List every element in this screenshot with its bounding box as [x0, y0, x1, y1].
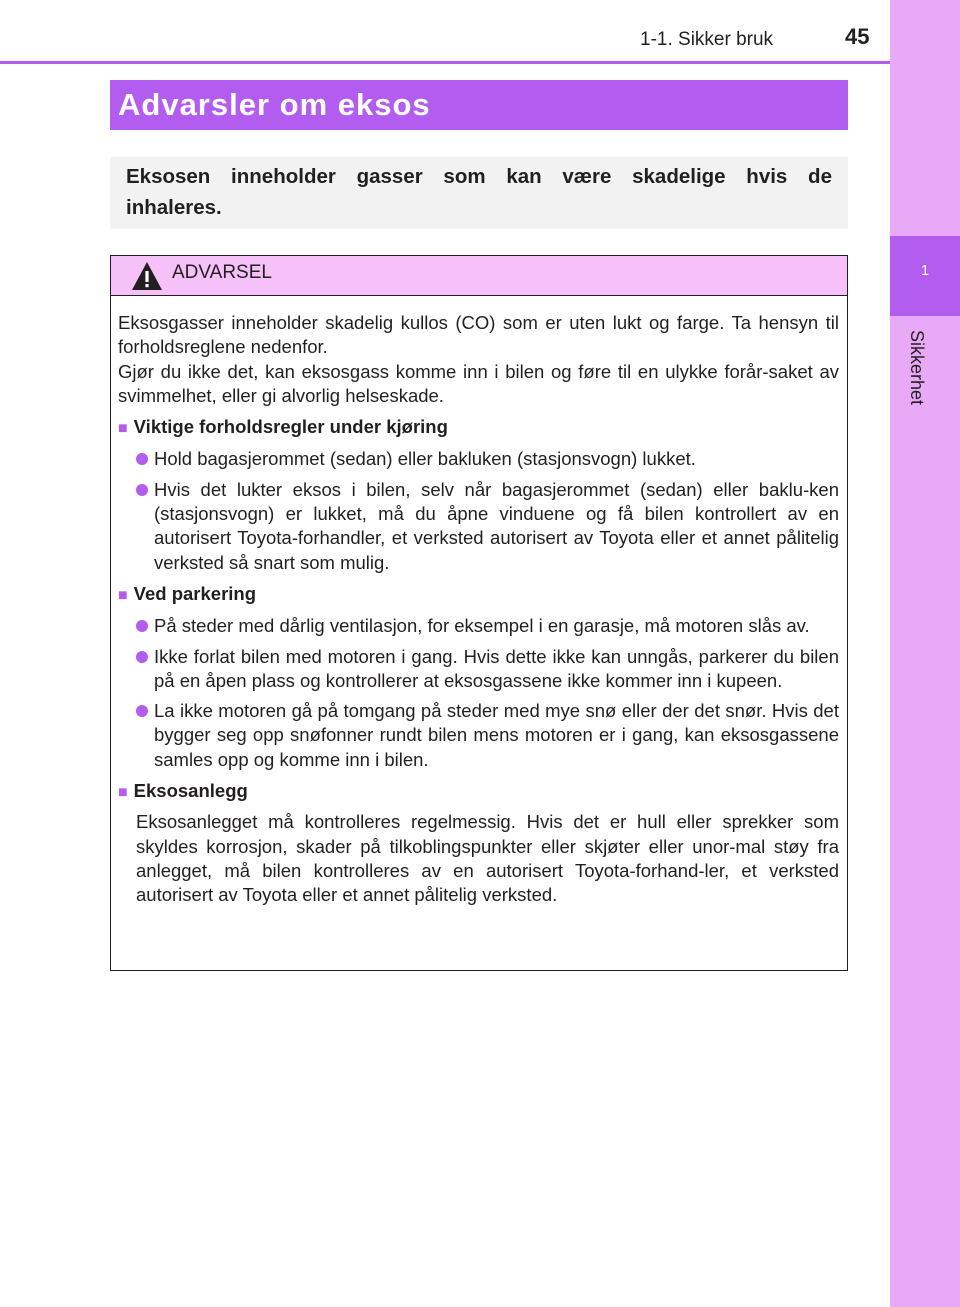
list-item: [118, 447, 839, 471]
warning-body: [111, 296, 847, 908]
square-bullet-icon: ■: [118, 784, 128, 802]
page-number: 45: [845, 24, 870, 49]
section-heading-text: Ved parkering: [133, 582, 257, 604]
list-item-text: Hvis det lukter eksos i bilen, selv når bagasjerommet (sedan) eller baklu-ken (stasjonsvogn) er lukket, må du åpne vinduene og få bilen kontrollert av en autorisert Toyota-forhandler, et verksted autorisert av Toyota eller et annet pålitelig verksted så snart som mulig.: [154, 478, 839, 573]
warning-paragraph: Eksosgasser inneholder skadelig kullos (CO) som er uten lukt og farge. Ta hensyn til forholdsreglene nedenfor.: [118, 312, 839, 358]
intro-text: Eksosen inneholder gasser som kan være skadelige hvis de inhaleres.: [110, 157, 848, 229]
warning-header: [111, 256, 847, 296]
list-item: [118, 645, 839, 694]
warning-heading: ADVARSEL: [172, 261, 272, 283]
warning-box: [110, 255, 848, 971]
round-bullet-icon: [136, 651, 148, 663]
list-item: [118, 614, 839, 638]
warning-paragraph: Gjør du ikke det, kan eksosgass komme inn i bilen og føre til en ulykke forår-saket av svimmelhet, eller gi alvorlig helseskade.: [118, 360, 839, 406]
section-heading: [118, 415, 839, 441]
list-item-text: På steder med dårlig ventilasjon, for eksempel i en garasje, må motoren slås av.: [154, 615, 810, 637]
page-title: Advarsler om eksos: [110, 80, 848, 130]
section-heading-text: Viktige forholdsregler under kjøring: [133, 416, 448, 438]
list-item: [118, 699, 839, 772]
section-heading: [118, 582, 839, 608]
section-text: Eksosanlegget må kontrolleres regelmessig. Hvis det er hull eller sprekker som skyldes korrosjon, skader på tilkoblingspunkter eller skjøter eller unor-mal støy fra anlegget, må bilen kontrolleres av en autorisert Toyota-forhand-ler, et verksted autorisert av Toyota eller et annet pålitelig verksted.: [136, 811, 839, 906]
section-heading: [118, 779, 839, 805]
square-bullet-icon: ■: [118, 586, 128, 604]
warning-triangle-icon: [131, 261, 163, 291]
chapter-number: 1: [890, 236, 960, 316]
round-bullet-icon: [136, 484, 148, 496]
header-rule: [0, 61, 890, 64]
list-item-text: Hold bagasjerommet (sedan) eller bakluken (stasjonsvogn) lukket.: [154, 448, 696, 470]
square-bullet-icon: ■: [118, 420, 128, 438]
section-heading-text: Eksosanlegg: [133, 780, 248, 802]
round-bullet-icon: [136, 705, 148, 717]
list-item: [118, 478, 839, 575]
section-header: 1-1. Sikker bruk: [640, 29, 774, 50]
chapter-label: Sikkerhet: [907, 330, 927, 406]
side-tab: [890, 0, 960, 1307]
list-item-text: La ikke motoren gå på tomgang på steder med mye snø eller der det snør. Hvis det bygger seg opp snøfonner rundt bilen mens motoren er i gang, kan eksosgassene samles opp og komme inn i bilen.: [154, 700, 839, 770]
list-item-text: Ikke forlat bilen med motoren i gang. Hvis dette ikke kan unngås, parkerer du bilen på en åpen plass og kontrollerer at eksosgassene ikke kommer inn i kupeen.: [154, 645, 839, 691]
round-bullet-icon: [136, 453, 148, 465]
round-bullet-icon: [136, 620, 148, 632]
